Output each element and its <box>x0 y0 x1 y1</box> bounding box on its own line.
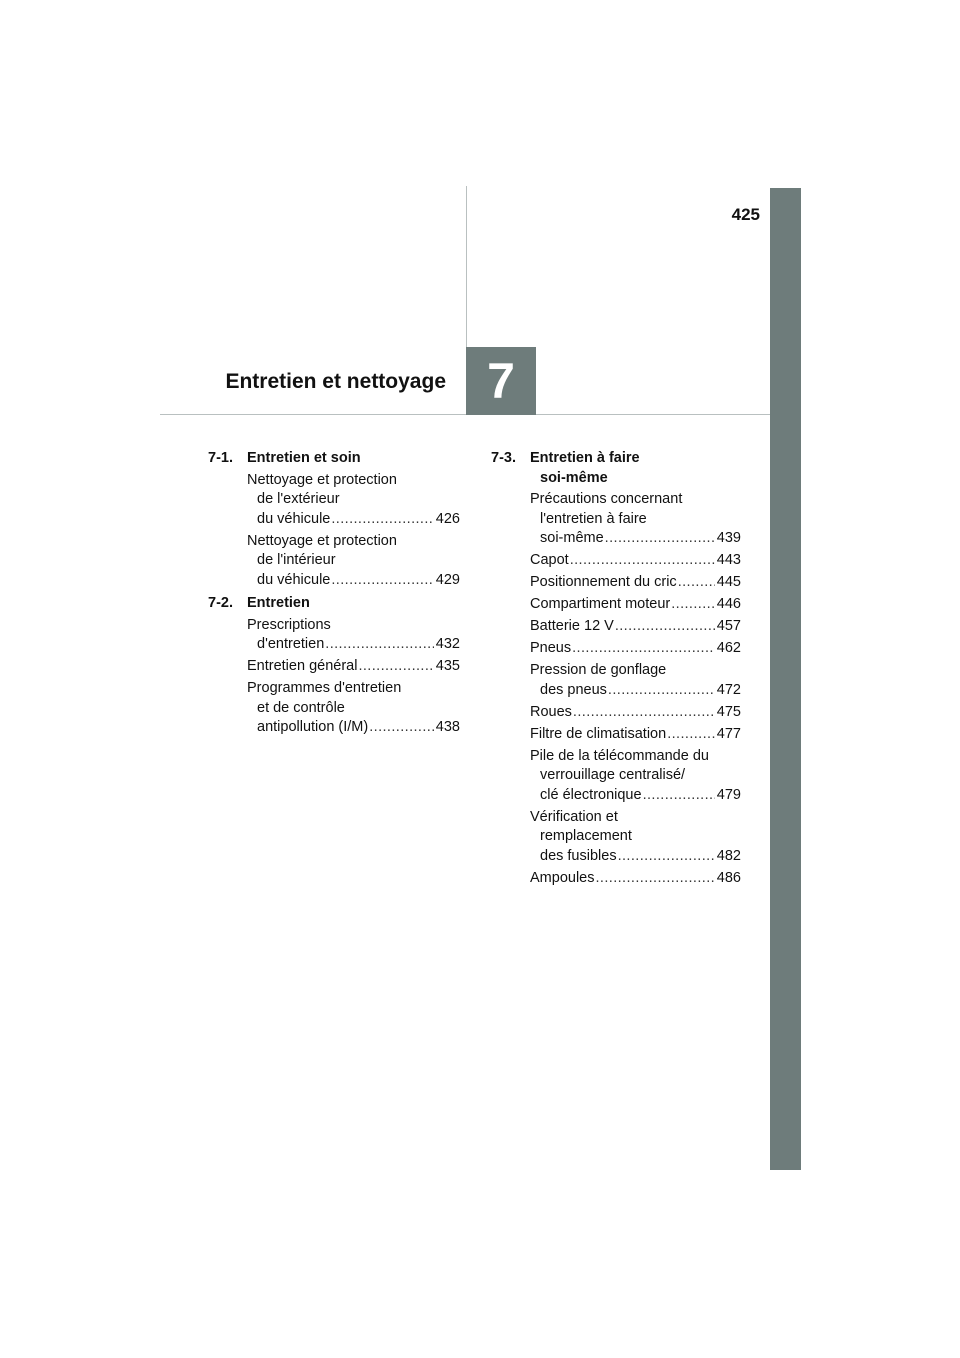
toc-entry-text: Compartiment moteur <box>530 596 671 612</box>
dot-leader <box>595 869 714 889</box>
toc-entry-link[interactable] <box>530 747 741 806</box>
dot-leader <box>572 639 715 659</box>
top-divider-line <box>466 186 467 347</box>
toc-page-number: 443 <box>716 552 741 568</box>
toc-section-heading <box>208 594 460 614</box>
toc-entry-text: clé électronique <box>540 786 642 803</box>
dot-leader <box>643 786 715 806</box>
toc-entry-text: Filtre de climatisation <box>530 725 667 742</box>
toc-page-number: 486 <box>716 869 741 886</box>
toc-page-number: 439 <box>716 530 741 546</box>
dot-leader <box>618 847 715 867</box>
toc-page-number: 477 <box>716 725 741 742</box>
toc-entry-line: Pression de gonflage <box>530 662 667 678</box>
toc-entry-text: du véhicule <box>257 510 331 527</box>
toc-entry-last-line <box>247 635 460 655</box>
toc-entry-text: Ampoules <box>530 869 595 886</box>
dot-leader <box>615 617 715 637</box>
toc-page-number: 426 <box>435 510 460 527</box>
section-title <box>247 594 460 614</box>
dot-leader <box>573 703 715 723</box>
toc-entry-link[interactable] <box>530 573 741 593</box>
toc-entry-text: du véhicule <box>257 571 331 588</box>
dot-leader <box>671 595 715 615</box>
toc-entry-last-line <box>530 725 741 745</box>
toc-page-number: 438 <box>435 719 460 735</box>
dot-leader <box>667 725 715 745</box>
toc-entry-line: verrouillage centralisé/ <box>540 767 686 783</box>
toc-entry-line: de l'intérieur <box>257 552 336 568</box>
section-number: 7-2. <box>208 595 233 611</box>
chapter-side-tab <box>770 188 801 1170</box>
toc-entry-last-line <box>530 529 741 549</box>
toc-entry-link[interactable] <box>247 532 460 591</box>
toc-entry-link[interactable] <box>247 657 460 677</box>
section-title <box>530 449 741 488</box>
toc-entry-line: Programmes d'entretien <box>247 680 402 696</box>
toc-page-number: 462 <box>716 640 741 656</box>
toc-entry-line: de l'extérieur <box>257 491 340 507</box>
toc-entry-last-line <box>530 639 741 659</box>
toc-page-number: 429 <box>435 571 460 588</box>
toc-entry-line: Pile de la télécommande du <box>530 747 709 764</box>
toc-entry-text: soi-même <box>540 530 604 546</box>
toc-entry-link[interactable] <box>530 639 741 659</box>
toc-entry-link[interactable] <box>530 808 741 867</box>
toc-entry-text: Entretien général <box>247 658 358 674</box>
toc-entry-last-line <box>530 847 741 867</box>
dot-leader <box>608 681 715 701</box>
toc-entry-text: Positionnement du cric <box>530 574 677 590</box>
section-title-line: soi-même <box>540 469 608 486</box>
toc-section-heading <box>491 449 741 488</box>
toc-entry-link[interactable] <box>247 616 460 655</box>
toc-entry-last-line <box>530 573 741 593</box>
toc-entry-text: Roues <box>530 703 572 720</box>
toc-entry-link[interactable] <box>530 725 741 745</box>
section-title-line: Entretien <box>247 595 310 611</box>
toc-entry-link[interactable] <box>530 490 741 549</box>
dot-leader <box>570 551 715 571</box>
toc-entry-text: d'entretien <box>257 636 325 652</box>
chapter-number-box: 7 <box>466 347 536 415</box>
toc-page-number: 435 <box>435 658 460 674</box>
toc-entry-line: l'entretien à faire <box>540 510 647 527</box>
dot-leader <box>678 573 715 593</box>
toc-entry-last-line <box>530 595 741 615</box>
toc-entry-text: des fusibles <box>540 847 617 864</box>
toc-entry-text: des pneus <box>540 681 607 698</box>
dot-leader <box>369 718 434 738</box>
toc-entry-link[interactable] <box>530 703 741 723</box>
toc-entry-text: antipollution (I/M) <box>257 719 369 735</box>
toc-entry-link[interactable] <box>530 595 741 615</box>
toc-entry-text: Pneus <box>530 640 572 656</box>
toc-section-heading <box>208 449 460 469</box>
toc-entry-last-line <box>247 718 460 738</box>
toc-entry-last-line <box>530 551 741 571</box>
toc-right-column <box>491 449 741 891</box>
toc-entry-last-line <box>530 786 741 806</box>
section-title-line: Entretien et soin <box>247 450 361 466</box>
toc-entry-line: remplacement <box>540 828 632 844</box>
section-title-line: Entretien à faire <box>530 450 640 466</box>
toc-entry-last-line <box>247 657 460 677</box>
toc-entry-line: et de contrôle <box>257 699 345 716</box>
dot-leader <box>331 510 433 530</box>
section-number: 7-1. <box>208 450 233 466</box>
toc-page-number: 446 <box>716 596 741 612</box>
toc-entry-last-line <box>247 510 460 530</box>
toc-entry-last-line <box>530 869 741 889</box>
toc-page-number: 472 <box>716 681 741 698</box>
toc-entry-text: Batterie 12 V <box>530 618 614 634</box>
dot-leader <box>605 529 715 549</box>
toc-page-number: 445 <box>716 574 741 590</box>
toc-entry-link[interactable] <box>530 551 741 571</box>
toc-entry-link[interactable] <box>247 471 460 530</box>
toc-page-number: 432 <box>435 636 460 652</box>
toc-entry-text: Capot <box>530 552 569 568</box>
dot-leader <box>331 571 433 591</box>
chapter-title: Entretien et nettoyage <box>225 370 446 393</box>
dot-leader <box>358 657 433 677</box>
toc-entry-line: Prescriptions <box>247 616 331 633</box>
toc-page-number: 457 <box>716 618 741 634</box>
toc-left-column <box>208 449 460 740</box>
toc-entry-link[interactable] <box>530 617 741 637</box>
toc-page-number: 482 <box>716 847 741 864</box>
toc-entry-line: Précautions concernant <box>530 491 683 507</box>
toc-entry-link[interactable] <box>530 869 741 889</box>
toc-page-number: 475 <box>716 703 741 720</box>
toc-entry-last-line <box>530 703 741 723</box>
toc-entry-last-line <box>247 571 460 591</box>
toc-entry-link[interactable] <box>247 679 460 738</box>
section-title <box>247 449 460 469</box>
toc-entry-line: Nettoyage et protection <box>247 532 397 549</box>
toc-entry-last-line <box>530 617 741 637</box>
toc-entry-link[interactable] <box>530 661 741 700</box>
dot-leader <box>325 635 434 655</box>
section-number: 7-3. <box>491 450 516 466</box>
toc-entry-last-line <box>530 681 741 701</box>
header-rule <box>160 414 770 415</box>
page-number: 425 <box>731 205 760 224</box>
toc-entry-line: Nettoyage et protection <box>247 471 397 488</box>
toc-entry-line: Vérification et <box>530 808 618 825</box>
toc-page-number: 479 <box>716 786 741 803</box>
